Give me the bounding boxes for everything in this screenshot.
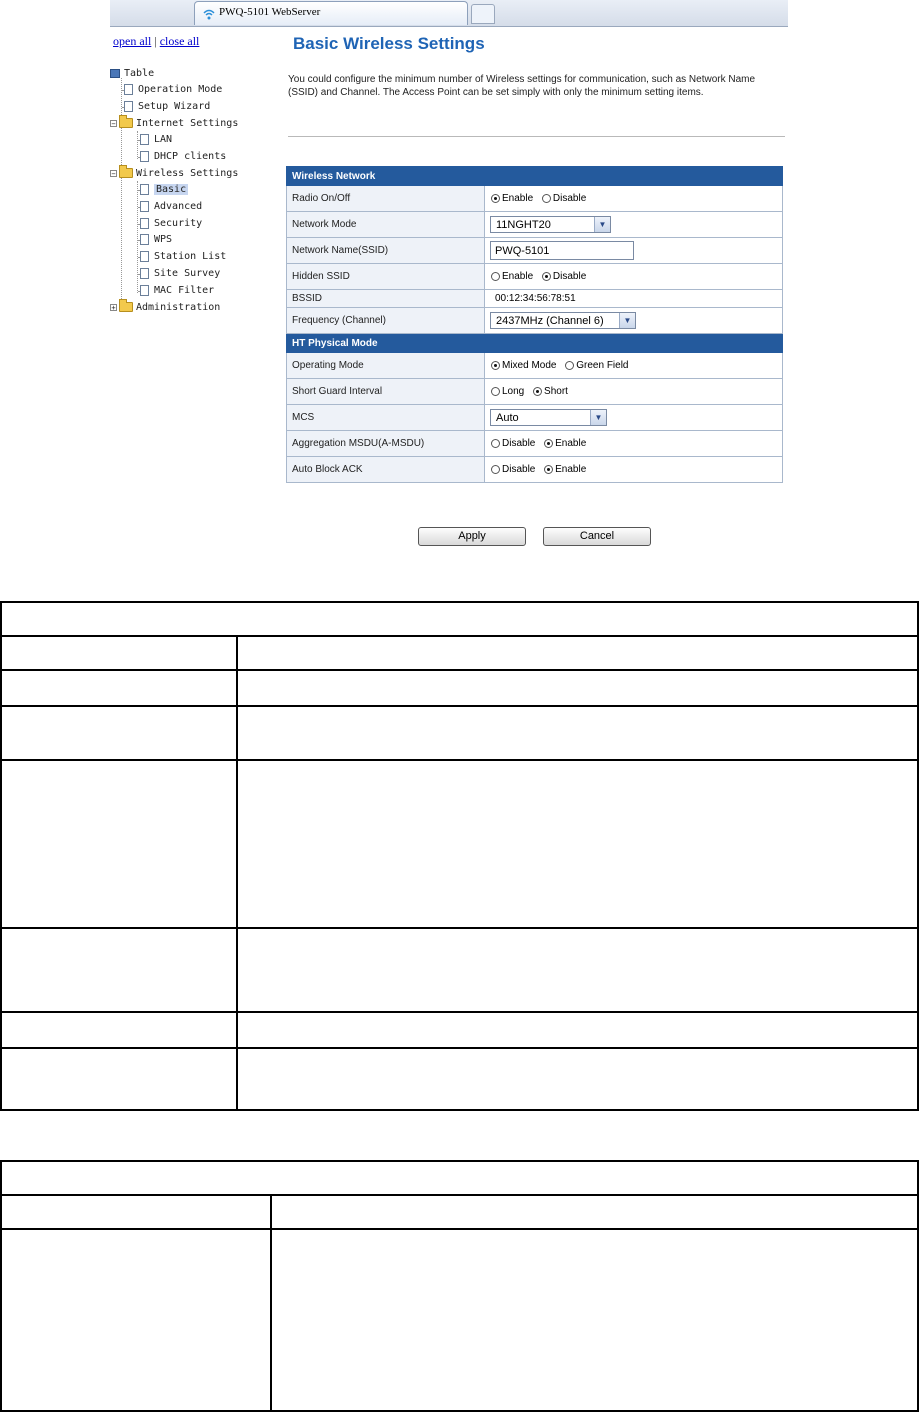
menu-item-station-list[interactable]: Station List bbox=[140, 249, 226, 265]
table-cell bbox=[237, 760, 918, 928]
operating-mode-label: Operating Mode bbox=[287, 353, 485, 379]
table-cell bbox=[1, 1048, 237, 1110]
menu-item-security[interactable]: Security bbox=[140, 216, 202, 232]
table-cell bbox=[237, 670, 918, 706]
table-cell bbox=[1, 760, 237, 928]
menu-item-wps[interactable]: WPS bbox=[140, 232, 172, 248]
description-table-ht bbox=[0, 1160, 919, 1412]
menu-item-internet-settings[interactable]: − Internet Settings bbox=[111, 118, 239, 129]
table-header-cell bbox=[1, 1161, 918, 1195]
menu-item-basic[interactable]: Basic bbox=[140, 182, 188, 198]
row-auto-block-ack: Auto Block ACK Disable Enable bbox=[287, 457, 783, 483]
tab-title: PWQ-5101 WebServer bbox=[219, 6, 321, 18]
row-operating-mode: Operating Mode Mixed Mode Green Field bbox=[287, 353, 783, 379]
menu-item-site-survey[interactable]: Site Survey bbox=[140, 266, 220, 282]
tree-line bbox=[137, 181, 138, 293]
row-hidden-ssid: Hidden SSID Enable Disable bbox=[287, 264, 783, 290]
divider bbox=[288, 136, 785, 137]
radio-onoff-label: Radio On/Off bbox=[287, 186, 485, 212]
page-icon bbox=[124, 101, 133, 112]
table-cell bbox=[1, 928, 237, 1012]
mcs-label: MCS bbox=[287, 405, 485, 431]
bssid-label: BSSID bbox=[287, 290, 485, 308]
mcs-select[interactable]: Auto ▼ bbox=[490, 409, 607, 426]
link-separator: | bbox=[154, 34, 157, 48]
frequency-select[interactable]: 2437MHz (Channel 6) ▼ bbox=[490, 312, 636, 329]
row-frequency bbox=[287, 308, 783, 334]
open-all-link[interactable]: open all bbox=[113, 34, 152, 48]
folder-open-icon bbox=[119, 118, 133, 128]
block-ack-disable-radio[interactable] bbox=[491, 465, 500, 474]
page-icon bbox=[140, 201, 149, 212]
row-radio-onoff: Radio On/Off Enable Disable bbox=[287, 186, 783, 212]
tree-controls bbox=[113, 34, 199, 49]
page-icon bbox=[140, 234, 149, 245]
guard-interval-label: Short Guard Interval bbox=[287, 379, 485, 405]
row-amsdu: Aggregation MSDU(A-MSDU) Disable Enable bbox=[287, 431, 783, 457]
wireless-settings-form bbox=[286, 166, 783, 483]
amsdu-label: Aggregation MSDU(A-MSDU) bbox=[287, 431, 485, 457]
table-cell bbox=[237, 928, 918, 1012]
network-mode-select[interactable]: 11NGHT20 ▼ bbox=[490, 216, 611, 233]
page-icon bbox=[140, 218, 149, 229]
table-cell bbox=[1, 706, 237, 760]
table-cell bbox=[1, 1012, 237, 1048]
mixed-mode-radio[interactable] bbox=[491, 361, 500, 370]
wifi-icon bbox=[202, 7, 216, 21]
hidden-ssid-enable-radio[interactable] bbox=[491, 272, 500, 281]
page-icon bbox=[140, 268, 149, 279]
page-icon bbox=[140, 151, 149, 162]
section-header-wireless-network: Wireless Network bbox=[287, 167, 783, 186]
section-header-ht-physical-mode: HT Physical Mode bbox=[287, 334, 783, 353]
frequency-label: Frequency (Channel) bbox=[287, 308, 485, 334]
cancel-button[interactable]: Cancel bbox=[543, 527, 651, 546]
ssid-label: Network Name(SSID) bbox=[287, 238, 485, 264]
menu-item-dhcp-clients[interactable]: DHCP clients bbox=[140, 149, 226, 165]
page-icon bbox=[140, 251, 149, 262]
table-cell bbox=[1, 1229, 271, 1411]
radio-enable[interactable] bbox=[491, 194, 500, 203]
chevron-down-icon: ▼ bbox=[590, 410, 606, 425]
green-field-radio[interactable] bbox=[565, 361, 574, 370]
table-cell bbox=[271, 1229, 918, 1411]
tree-line bbox=[137, 131, 138, 159]
page-icon bbox=[140, 184, 149, 195]
menu-item-setup-wizard[interactable]: Setup Wizard bbox=[124, 99, 210, 115]
menu-item-lan[interactable]: LAN bbox=[140, 132, 172, 148]
row-ssid bbox=[287, 238, 783, 264]
menu-item-administration[interactable]: + Administration bbox=[111, 302, 221, 313]
row-guard-interval: Short Guard Interval Long Short bbox=[287, 379, 783, 405]
browser-tab[interactable] bbox=[194, 1, 468, 25]
block-ack-enable-radio[interactable] bbox=[544, 465, 553, 474]
page-icon bbox=[124, 84, 133, 95]
row-bssid bbox=[287, 290, 783, 308]
amsdu-disable-radio[interactable] bbox=[491, 439, 500, 448]
table-cell bbox=[1, 670, 237, 706]
amsdu-enable-radio[interactable] bbox=[544, 439, 553, 448]
collapse-icon[interactable]: − bbox=[111, 119, 116, 128]
table-cell bbox=[237, 1012, 918, 1048]
chevron-down-icon: ▼ bbox=[594, 217, 610, 232]
table-cell bbox=[237, 706, 918, 760]
menu-item-wireless-settings[interactable]: − Wireless Settings bbox=[111, 168, 239, 179]
table-cell bbox=[1, 636, 237, 670]
network-mode-label: Network Mode bbox=[287, 212, 485, 238]
page-description: You could configure the minimum number of Wireless settings for communication, such as Network Name (SSID) and Channel. The Access Point can be set simply with only the minimum setting items. bbox=[288, 74, 756, 98]
hidden-ssid-disable-radio[interactable] bbox=[542, 272, 551, 281]
computer-icon bbox=[110, 69, 120, 78]
menu-item-mac-filter[interactable]: MAC Filter bbox=[140, 283, 214, 299]
menu-item-advanced[interactable]: Advanced bbox=[140, 199, 202, 215]
auto-block-ack-label: Auto Block ACK bbox=[287, 457, 485, 483]
browser-tab-strip bbox=[110, 0, 788, 27]
table-header-cell bbox=[1, 602, 918, 636]
apply-button[interactable]: Apply bbox=[418, 527, 526, 546]
folder-open-icon bbox=[119, 168, 133, 178]
tree-root[interactable]: Table bbox=[110, 66, 154, 82]
close-all-link[interactable]: close all bbox=[159, 34, 200, 48]
long-gi-radio[interactable] bbox=[491, 387, 500, 396]
hidden-ssid-label: Hidden SSID bbox=[287, 264, 485, 290]
page-title: Basic Wireless Settings bbox=[293, 34, 485, 53]
menu-item-operation-mode[interactable]: Operation Mode bbox=[124, 82, 222, 98]
table-cell bbox=[237, 636, 918, 670]
tree-line bbox=[121, 78, 122, 307]
row-network-mode bbox=[287, 212, 783, 238]
short-gi-radio[interactable] bbox=[533, 387, 542, 396]
table-cell bbox=[271, 1195, 918, 1229]
collapse-icon[interactable]: − bbox=[111, 169, 116, 178]
new-tab-button[interactable] bbox=[471, 4, 495, 24]
bssid-value: 00:12:34:56:78:51 bbox=[485, 290, 783, 308]
table-cell bbox=[237, 1048, 918, 1110]
folder-icon bbox=[119, 302, 133, 312]
ssid-input[interactable]: PWQ-5101 bbox=[490, 241, 634, 260]
table-cell bbox=[1, 1195, 271, 1229]
chevron-down-icon: ▼ bbox=[619, 313, 635, 328]
radio-disable[interactable] bbox=[542, 194, 551, 203]
description-table-wireless bbox=[0, 601, 919, 1111]
page-icon bbox=[140, 285, 149, 296]
page-icon bbox=[140, 134, 149, 145]
expand-icon[interactable]: + bbox=[111, 303, 116, 312]
row-mcs bbox=[287, 405, 783, 431]
